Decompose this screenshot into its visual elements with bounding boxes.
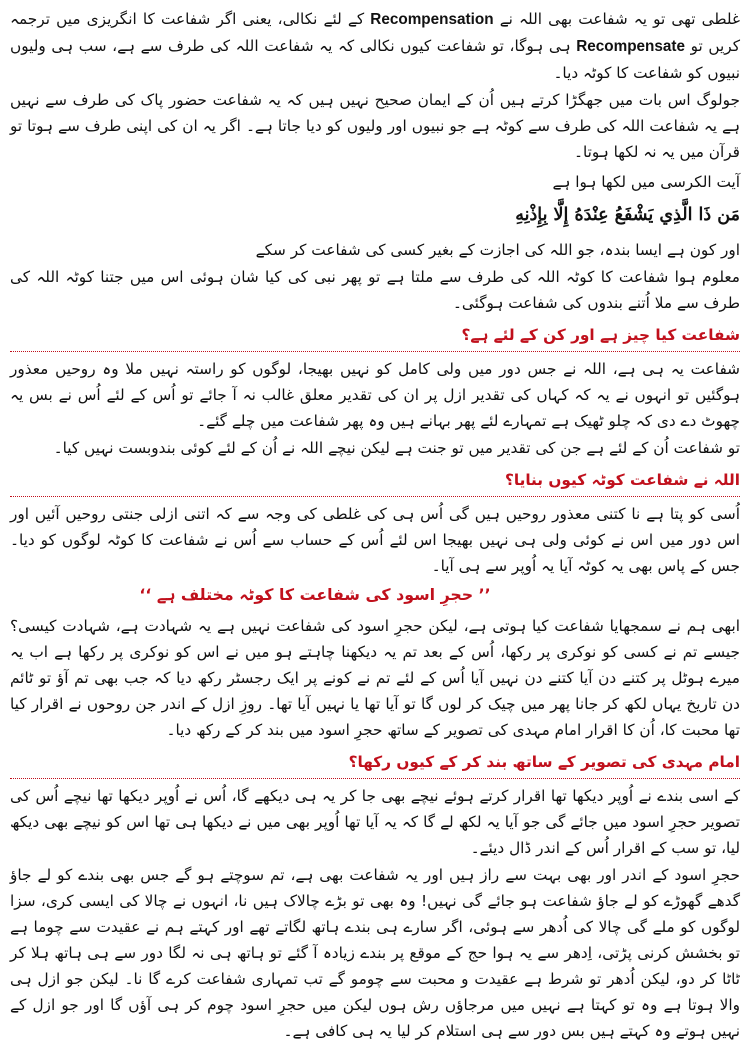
paragraph-shafaat-definition: شفاعت یہ ہی ہے، اللہ نے جس دور میں ولی کامل کو نہیں بھیجا، لوگوں کو راستہ نہیں ملا وہ روحیں معذور ہوگئیں تو انہوں نے یہ کہ کہاں کی تقدیر ازل پر ان کی تقدیر معلق غالب نہ آ جائے تو اُس کے لئے اُس نے بس یہ چھوٹ دے دی کہ چلو ٹھیک ہے تمہارے لئے پھر بہانے ہیں وہ پھر شفاعت میں چلے گئے۔ xyxy=(10,360,740,430)
section-heading-hajar-aswad: ’’ حجرِ اسود کی شفاعت کا کوٹہ مختلف ہے ‘‘ xyxy=(139,585,491,604)
heading-divider xyxy=(10,496,740,497)
section-heading-what-is-shafaat: شفاعت کیا چیز ہے اور کن کے لئے ہے؟ xyxy=(461,326,740,344)
paragraph-ayat-intro: آیت الکرسی میں لکھا ہوا ہے xyxy=(552,173,740,191)
paragraph-text: غلطی تھی تو یہ شفاعت بھی اللہ نے xyxy=(499,10,740,28)
english-term-recompensate: Recompensate xyxy=(576,38,686,55)
paragraph-verse-translation: اور کون ہے ایسا بندہ، جو اللہ کی اجازت کے بغیر کسی کی شفاعت کر سکے xyxy=(255,241,740,259)
paragraph-hajar-aswad-testimony: ابھی ہم نے سمجھایا شفاعت کیا ہوتی ہے، لیکن حجرِ اسود کی شفاعت نہیں ہے یہ شہادت ہے، شہادت کیسی؟ جیسے تم نے کسی کو نوکری پر رکھا، اُس کے بعد تم یہ دیکھنا چاہتے ہو میں نے اس کو نوکری پر رکھا ہے اب یہ میرے ہوٹل پر کتنے دن آیا کتنے دن نہیں آیا اُس کے لئے تم نے کونے پر ایک رجسٹر رکھ دیا کہ جب بھی تم آؤ تو ٹائم دن تاریخ یہاں لکھ کر جانا پھر میں چیک کر لوں گا تو آیا تھا یا نہیں آیا تھا۔ روزِ ازل کے اندر جن روحوں نے اقرار کیا تھا محبت کا، اُن کا اقرار امام مہدی کی تصویر کے ساتھ حجرِ اسود میں بند کر کے رکھ دیا۔ xyxy=(10,617,740,739)
section-heading-why-quota: اللہ نے شفاعت کوٹہ کیوں بنایا؟ xyxy=(504,471,740,489)
heading-divider xyxy=(10,351,740,352)
heading-divider xyxy=(10,778,740,779)
paragraph-dispute: جولوگ اس بات میں جھگڑا کرتے ہیں اُن کے ایمان صحیح نہیں ہیں کہ یہ شفاعت حضور پاک کی طرف سے نہیں ہے یہ شفاعت اللہ کی طرف سے کوٹہ ہے جو نبیوں اور ولیوں کو دیا جاتا ہے۔ اگر یہ ان کی اپنی طرف سے ہوتا تو قرآن میں یہ نہ لکھا ہوتا۔ xyxy=(10,91,740,161)
document-page xyxy=(10,0,741,1040)
paragraph-hajar-aswad-secrets: حجرِ اسود کے اندر اور بھی بہت سے راز ہیں اور یہ شفاعت بھی ہے، تم سوچتے ہو گے جس بھی بندے کو لے جاؤ گدھے گھوڑے کو لے جاؤ شفاعت ہو جائے گی نہیں! وہ بھی تو بڑے چالاک ہیں نا، انہوں نے چالا کی ایسی کری، سزا لوگوں کو ملے گی چالا کی اُدھر سے ہوئی، اگر سارے ہی بندے ہاتھ لگاتے تھے اور کہتے ہم نے عقیدت سے چوما ہے تو بخشش کرنی پڑتی، اِدھر سے یہ ہوا حج کے موقع پر بندے زیادہ آ گئے تو ہاتھ ہی نہ لگا دور سے ہی ہاتھ ہلا کر ٹاٹا کر دو، لیکن اُدھر تو شرط ہے عقیدت و محبت سے چومو گے تب تمہاری شفاعت کرے گا نا۔ لیکن جو ازل ہی والا ہوتا ہے وہ تو کہتا ہے نہیں میں مرجاؤں رش ہوں لیکن میں حجرِ اسود چوم کر ہی آؤں گا اور جو ازل کے نہیں ہوتے وہ کہتے ہیں بس دور سے ہی استلام کر لیا یہ ہی کافی ہے۔ xyxy=(10,866,740,1040)
paragraph-text: ہی ہوگا، تو شفاعت کیوں نکالی کہ یہ شفاعت اللہ کی طرف سے ہے، سب ہی ولیوں نبیوں کو شفاعت کا کوٹہ دیا۔ xyxy=(10,37,740,82)
paragraph-text: کے لئے نکالی، یعنی اگر شفاعت کا انگریزی میں ترجمہ کریں تو xyxy=(10,10,741,55)
paragraph-recompensation xyxy=(10,6,740,86)
paragraph-why-quota: اُسی کو پتا ہے نا کتنی معذور روحیں ہیں گی اُس ہی کی غلطی کی وجہ سے کہ اتنی ازلی جنتی روحیں آئیں اور اس دور میں اس نے کوئی ولی ہی نہیں بھیجا اس لئے اُس کے حساب سے اُس نے شفاعت کا کوٹہ لوگوں کو دیا۔ جس کے پاس بھی یہ کوٹہ آیا یہ اُوپر سے ہی آیا۔ xyxy=(10,505,740,575)
paragraph-shafaat-for-whom: تو شفاعت اُن کے لئے ہے جن کی تقدیر میں تو جنت ہے لیکن نیچے اللہ نے اُن کے لئے کوئی بندوبست نہیں کیا۔ xyxy=(53,439,740,457)
english-term-recompensation: Recompensation xyxy=(370,11,494,28)
paragraph-quota-conclusion: معلوم ہوا شفاعت کا کوٹہ اللہ کی طرف سے ملتا ہے تو پھر نبی کی کیا شان ہوئی اس میں جتنا کوٹہ اللہ کی طرف سے ملا اُتنے بندوں کی شفاعت ہوگئی۔ xyxy=(10,268,740,312)
quran-verse: مَن ذَا الَّذِي يَشْفَعُ عِنْدَهُ إِلَّا بِإِذْنِهِ xyxy=(515,205,740,225)
paragraph-imam-mahdi-image: کے اسی بندے نے اُوپر دیکھا تھا اقرار کرتے ہوئے نیچے بھی جا کر یہ ہی دیکھے گا، اُس نے اُوپر دیکھا تھا نیچے اُس کی تصویر حجرِ اسود میں جائے گی جو آیا یہ لکھ لے گا کہ یہ آیا تھا اُوپر بھی میں نے دیکھا ہی تھا اس کو نیچے بھی دیکھ لیا، تو سب کے اقرار اُس کے اندر ڈال دیئے۔ xyxy=(10,787,740,857)
section-heading-imam-mahdi-image: امام مہدی کی تصویر کے ساتھ بند کر کے کیوں رکھا؟ xyxy=(348,753,740,771)
